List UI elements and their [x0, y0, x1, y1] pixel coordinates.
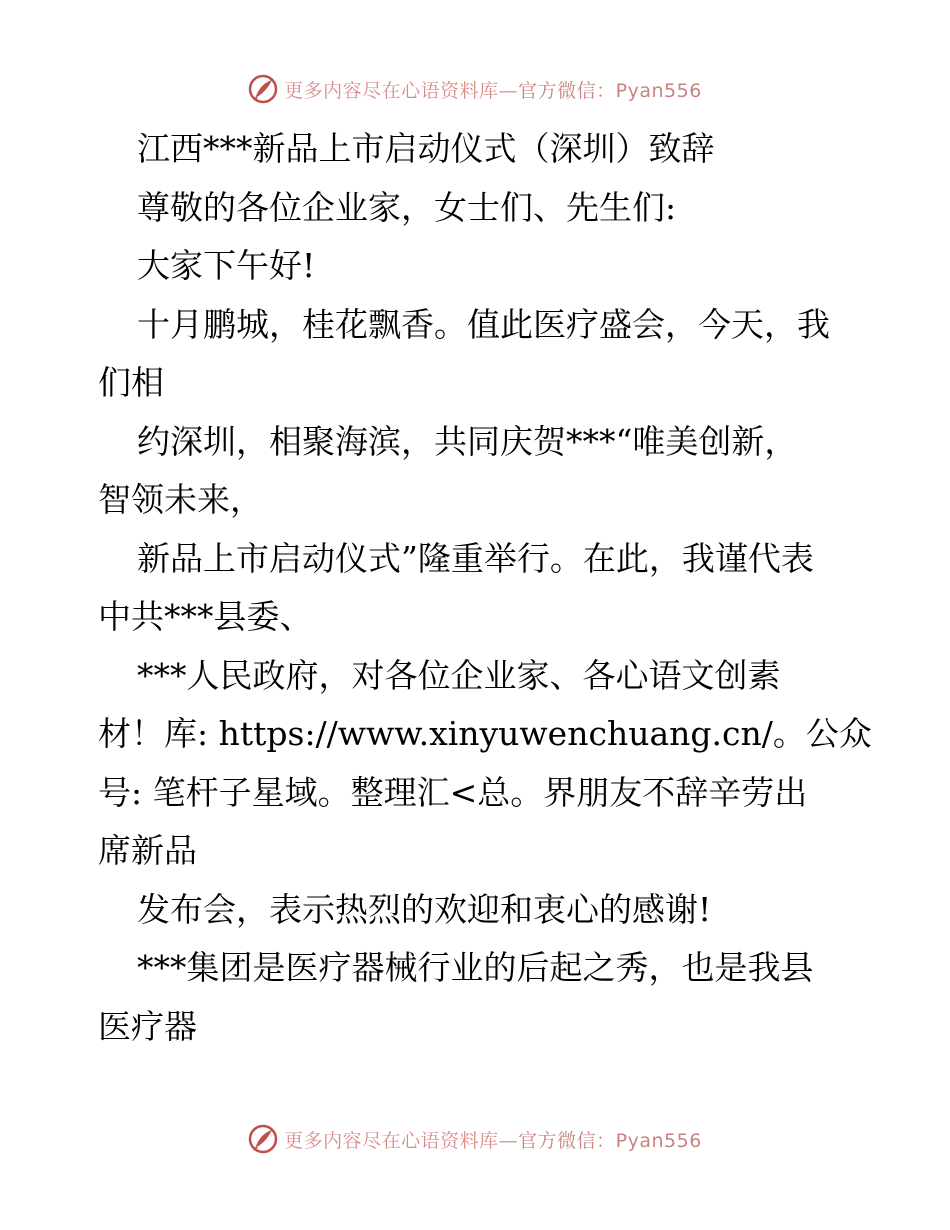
banner-prefix: 更多内容尽在心语资料库	[284, 79, 499, 102]
banner-wechat: 官方微信：Pyan556	[518, 1129, 702, 1152]
text-line: 十月鹏城，桂花飘香。值此医疗盛会，今天，我	[137, 304, 830, 344]
text-line: 号: 笔杆子星域。整理汇<总。界朋友不辞辛劳出	[98, 772, 808, 812]
document-body	[98, 120, 872, 1056]
leaf-pen-logo-icon	[248, 1124, 278, 1154]
text-line: 们相	[98, 363, 164, 402]
banner-prefix: 更多内容尽在心语资料库	[284, 1129, 499, 1152]
leaf-pen-logo-icon	[248, 74, 278, 104]
header-banner	[0, 72, 950, 106]
footer-banner	[0, 1122, 950, 1156]
banner-text	[284, 1126, 702, 1153]
text-line: 江西***新品上市启动仪式（深圳）致辞	[137, 129, 715, 168]
text-line: ***人民政府，对各位企业家、各心语文创素	[137, 655, 781, 695]
text-line: 材！库: https://www.xinyuwenchuang.cn/。公众	[98, 714, 872, 753]
banner-dash: —	[498, 79, 519, 102]
banner-wechat: 官方微信：Pyan556	[518, 79, 702, 102]
text-line: 大家下午好!	[137, 246, 316, 285]
text-line: ***集团是医疗器械行业的后起之秀，也是我县	[137, 948, 814, 987]
text-line: 新品上市启动仪式”隆重举行。在此，我谨代表	[137, 538, 814, 578]
text-line: 医疗器	[98, 1006, 197, 1046]
text-line: 席新品	[98, 831, 197, 870]
text-line: 尊敬的各位企业家，女士们、先生们:	[137, 187, 677, 227]
text-line: 发布会，表示热烈的欢迎和衷心的感谢!	[137, 889, 712, 929]
text-line: 约深圳，相聚海滨，共同庆贺***“唯美创新，	[137, 421, 798, 461]
banner-dash: —	[498, 1129, 519, 1152]
text-line: 智领未来，	[98, 480, 263, 519]
text-line: 中共***县委、	[98, 597, 313, 636]
banner-text	[284, 76, 702, 103]
